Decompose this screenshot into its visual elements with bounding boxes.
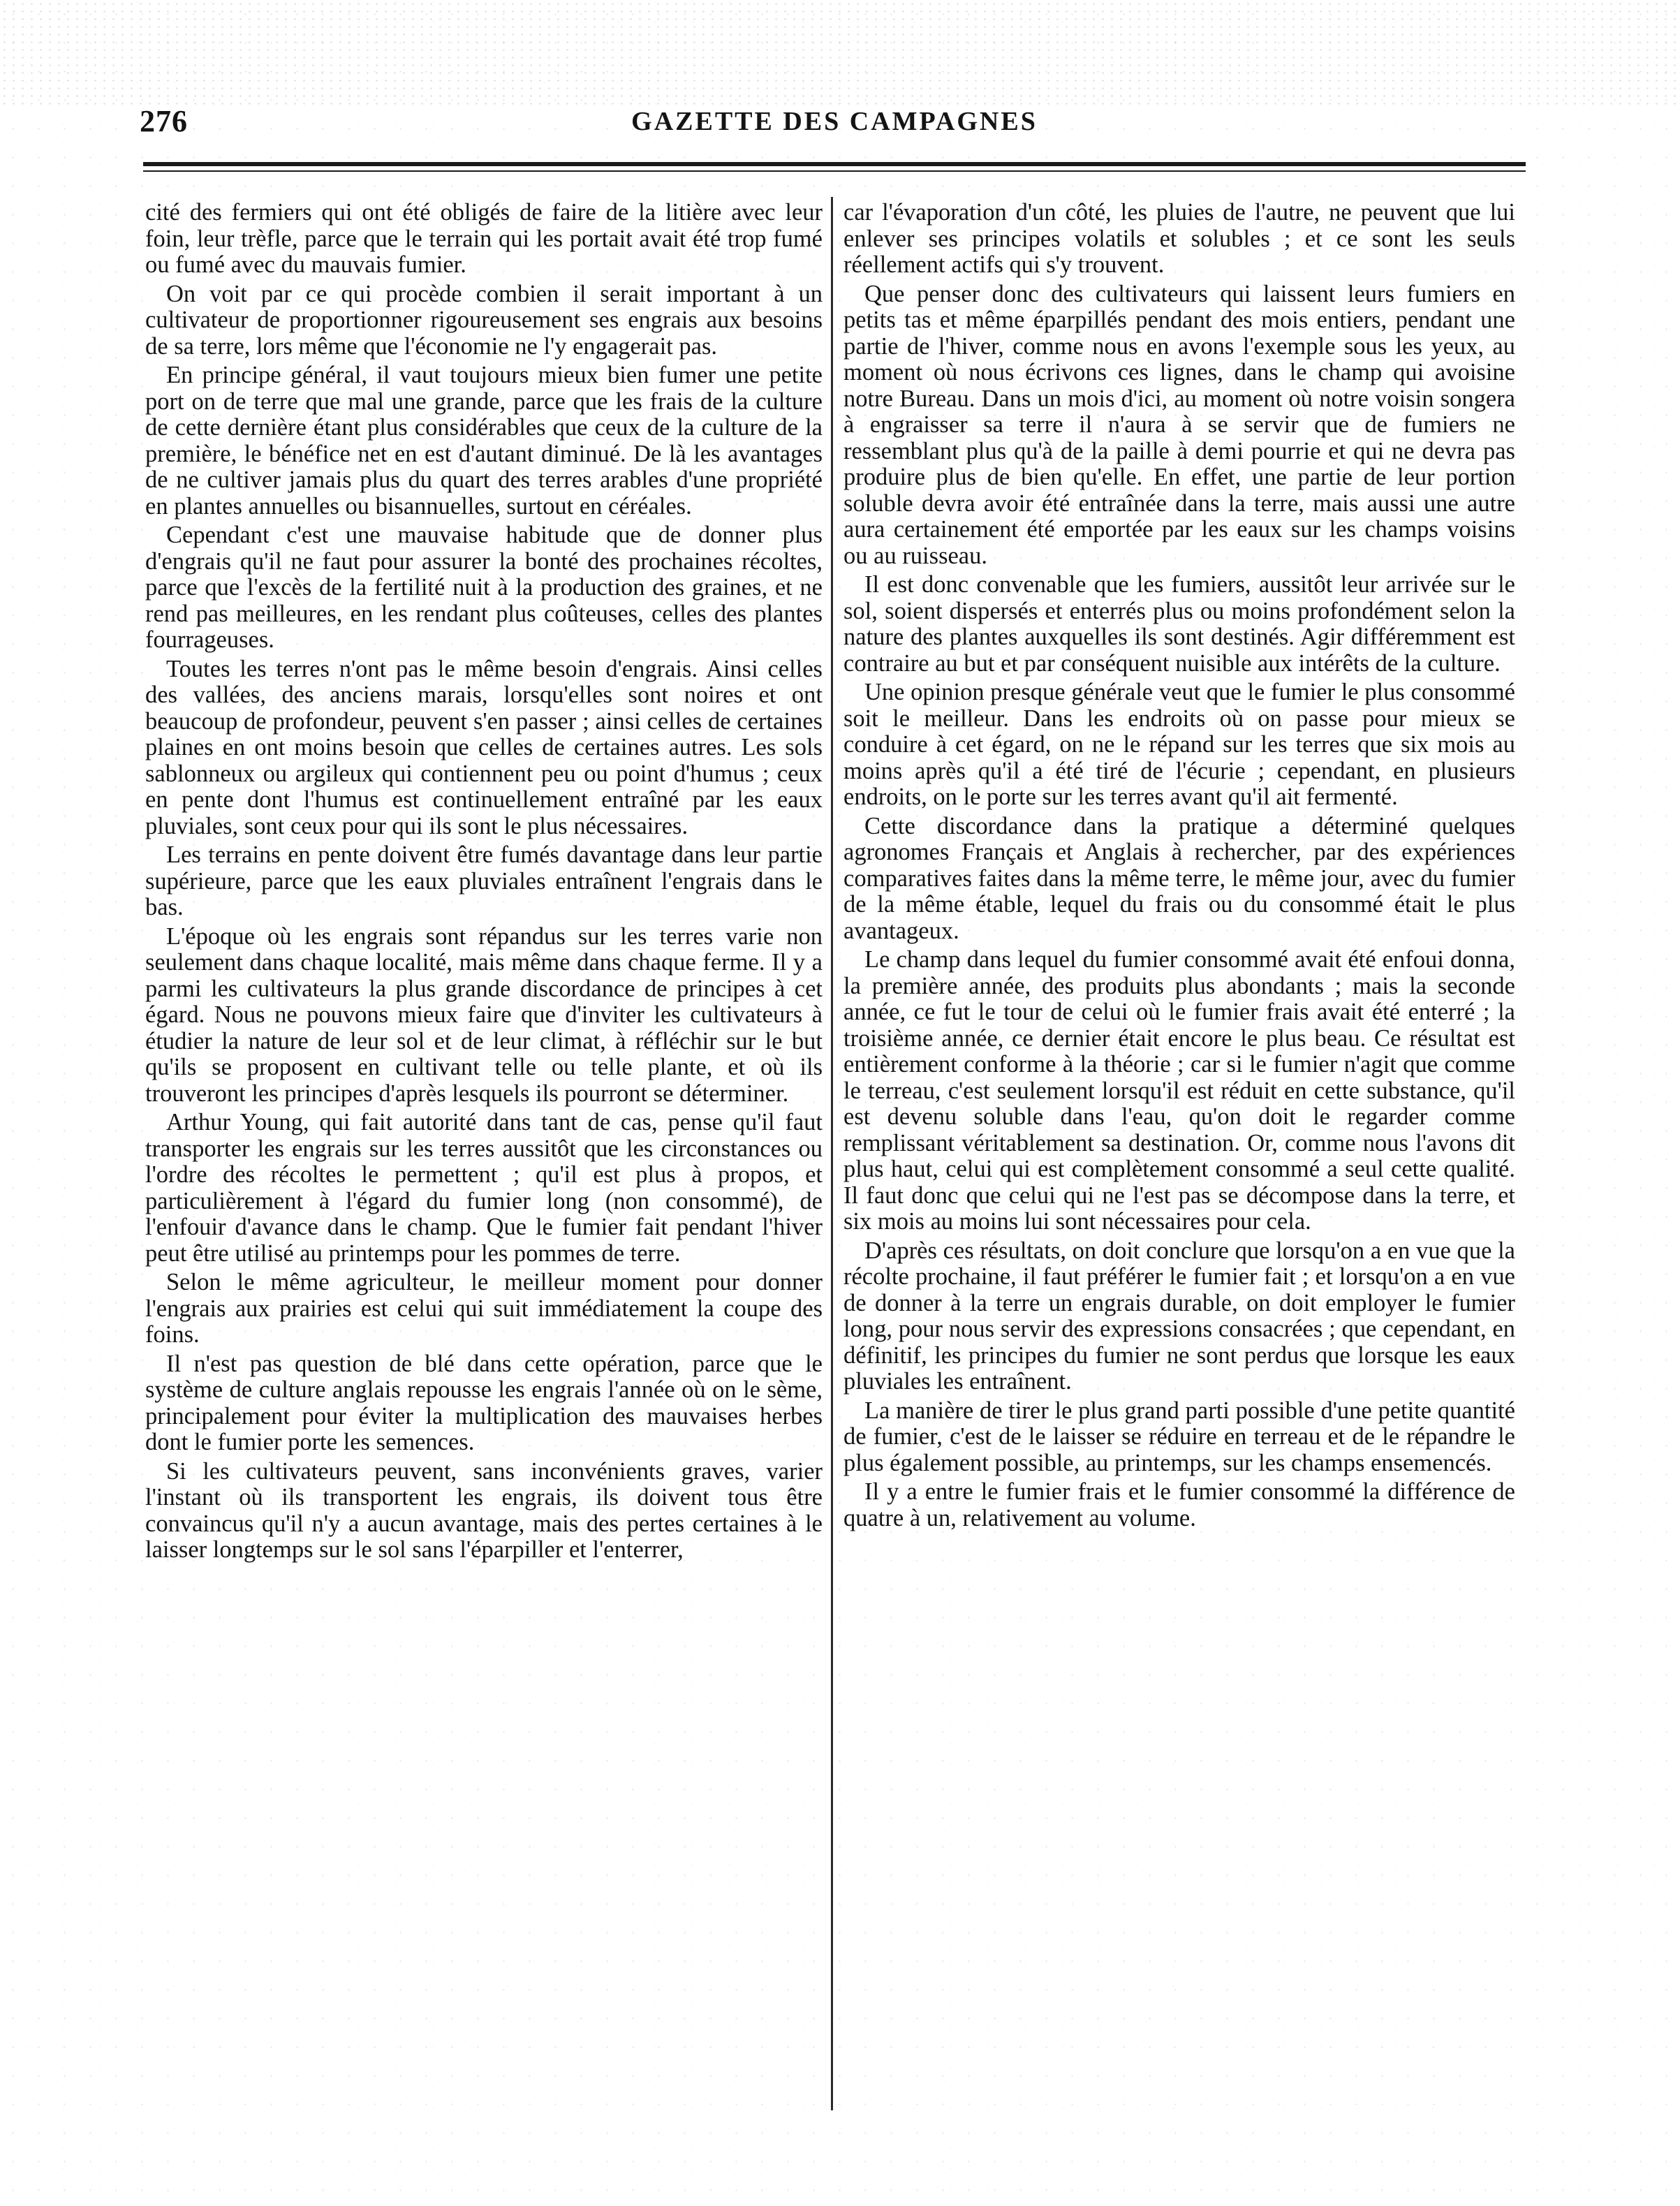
paragraph: D'après ces résultats, on doit conclure que lorsqu'on a en vue que la récolte prochaine, il faut préférer le fumier fait ; et lorsqu'on a en vue de donner à la terre un engrais durable, on doit employer le fumier long, pour nous servir des expressions consacrées ; que cependant, en définitif, les principes du fumier ne sont perdus que lorsque les eaux pluviales les entraînent.: [843, 1237, 1515, 1395]
paragraph: Il y a entre le fumier frais et le fumier consommé la différence de quatre à un, relativement au volume.: [843, 1478, 1515, 1531]
paragraph: Toutes les terres n'ont pas le même besoin d'engrais. Ainsi celles des vallées, des anciens marais, lorsqu'elles sont noires et ont beaucoup de profondeur, peuvent s'en passer ; ainsi celles de certaines plaines en ont moins besoin que celles de certaines autres. Les sols sablonneux ou argileux qui contiennent peu ou point d'humus ; ceux en pente dont l'humus est continuellement entraîné par les eaux pluviales, sont ceux pour qui ils sont le plus nécessaires.: [145, 655, 823, 839]
paragraph: Cependant c'est une mauvaise habitude que de donner plus d'engrais qu'il ne faut pour assurer la bonté des prochaines récoltes, parce que l'excès de la fertilité nuit à la production des graines, et ne rend pas meilleures, en les rendant plus coûteuses, celles des plantes fourrageuses.: [145, 522, 823, 653]
paragraph: La manière de tirer le plus grand parti possible d'une petite quantité de fumier, c'est de le laisser se réduire en terreau et de le répandre le plus également possible, au printemps, sur les champs ensemencés.: [843, 1397, 1515, 1476]
column-right: [843, 200, 1515, 1534]
paragraph: Selon le même agriculteur, le meilleur moment pour donner l'engrais aux prairies est celui qui suit immédiatement la coupe des foins.: [145, 1269, 823, 1348]
paragraph: Il est donc convenable que les fumiers, aussitôt leur arrivée sur le sol, soient dispersés et enterrés plus ou moins profondément selon la nature des plantes auxquelles ils sont destinés. Agir différemment est contraire au but et par conséquent nuisible aux intérêts de la culture.: [843, 571, 1515, 677]
paragraph: Si les cultivateurs peuvent, sans inconvénients graves, varier l'instant où ils transportent les engrais, ils doivent tous être convaincus qu'il n'y a aucun avantage, mais des pertes certaines à le laisser longtemps sur le sol sans l'éparpiller et l'enterrer,: [145, 1457, 823, 1563]
paragraph: cité des fermiers qui ont été obligés de faire de la litière avec leur foin, leur trèfle, parce que le terrain qui les portait avait été trop fumé ou fumé avec du mauvais fumier.: [145, 199, 823, 278]
paragraph: Cette discordance dans la pratique a déterminé quelques agronomes Français et Anglais à rechercher, par des expériences comparatives faites dans la même terre, le même jour, avec du fumier de la même étable, lequel du frais ou du consommé était le plus avantageux.: [843, 812, 1515, 944]
paragraph: On voit par ce qui procède combien il serait important à un cultivateur de proportionner rigoureusement ses engrais aux besoins de sa terre, lors même que l'économie ne l'y engagerait pas.: [145, 280, 823, 360]
paragraph: Que penser donc des cultivateurs qui laissent leurs fumiers en petits tas et même éparpillés pendant des mois entiers, pendant une partie de l'hiver, comme nous en avons l'exemple sous les yeux, au moment où nous écrivons ces lignes, dans le champ qui avoisine notre Bureau. Dans un mois d'ici, au moment où notre voisin songera à engraisser sa terre il n'aura à se servir que de fumiers ne ressemblant plus qu'à de la paille à demi pourrie et qui ne devra pas produire plus de bien qu'elle. En effet, une partie de leur portion soluble devra avoir été entraînée dans la terre, mais aussi une autre aura certainement été emportée par les eaux sur les champs voisins ou au ruisseau.: [843, 280, 1515, 569]
top-margin-speckle: [0, 0, 1680, 105]
header-rule-thin: [143, 170, 1526, 172]
page-header: [140, 103, 1529, 145]
paragraph: car l'évaporation d'un côté, les pluies de l'autre, ne peuvent que lui enlever ses principes volatils et solubles ; et ce sont les seuls réellement actifs qui s'y trouvent.: [843, 199, 1515, 278]
paragraph: Une opinion presque générale veut que le fumier le plus consommé soit le meilleur. Dans les endroits où on passe pour mieux se conduire à cet égard, on ne le répand sur les terres que six mois au moins après qu'il a été tiré de l'écurie ; cependant, en plusieurs endroits, on le porte sur les terres avant qu'il ait fermenté.: [843, 679, 1515, 810]
column-left: [145, 200, 823, 1566]
header-rule-thick: [143, 162, 1526, 166]
paragraph: L'époque où les engrais sont répandus sur les terres varie non seulement dans chaque localité, mais même dans chaque ferme. Il y a parmi les cultivateurs la plus grande discordance de principes à cet égard. Nous ne pouvons mieux faire que d'inviter les cultivateurs à étudier la nature de leur sol et de leur climat, à réfléchir sur le but qu'ils se proposent en cultivant telle ou telle plante, et où ils trouveront les principes d'après lesquels ils pourront se déterminer.: [145, 922, 823, 1107]
paragraph: Il n'est pas question de blé dans cette opération, parce que le système de culture anglais repousse les engrais l'année où on le sème, principalement pour éviter la multiplication des mauvaises herbes dont le fumier porte les semences.: [145, 1350, 823, 1455]
column-divider: [831, 197, 833, 2110]
page-number: 276: [140, 104, 188, 138]
paragraph: Le champ dans lequel du fumier consommé avait été enfoui donna, la première année, des produits plus abondants ; mais la seconde année, ce fut le tour de celui où le fumier frais avait été enterré ; la troisième année, ce dernier était encore le plus beau. Ce résultat est entièrement conforme à la théorie ; car si le fumier n'agit que comme le terreau, c'est seulement lorsqu'il est réduit en cette substance, qu'il est devenu soluble dans l'eau, qu'on doit le regarder comme remplissant véritablement sa destination. Or, comme nous l'avons dit plus haut, celui qui est complètement consommé a seul cette qualité. Il faut donc que celui qui ne l'est pas se décompose dans la terre, et six mois au moins lui sont nécessaires pour cela.: [843, 946, 1515, 1235]
paragraph: Arthur Young, qui fait autorité dans tant de cas, pense qu'il faut transporter les engrais sur les terres aussitôt que les circonstances ou l'ordre des récoltes le permettent ; qu'il est plus à propos, et particulièrement à l'égard du fumier long (non consommé), de l'enfouir d'avance dans le champ. Que le fumier fait pendant l'hiver peut être utilisé au printemps pour les pommes de terre.: [145, 1109, 823, 1267]
paragraph: En principe général, il vaut toujours mieux bien fumer une petite port on de terre que mal une grande, parce que les frais de la culture de cette dernière étant plus considérables que ceux de la culture de la première, le bénéfice net en est d'autant diminué. De là les avantages de ne cultiver jamais plus du quart des terres arables d'une propriété en plantes annuelles ou bisannuelles, surtout en céréales.: [145, 362, 823, 520]
running-title: GAZETTE DES CAMPAGNES: [631, 107, 1038, 136]
paragraph: Les terrains en pente doivent être fumés davantage dans leur partie supérieure, parce que les eaux pluviales entraînent l'engrais dans le bas.: [145, 841, 823, 920]
